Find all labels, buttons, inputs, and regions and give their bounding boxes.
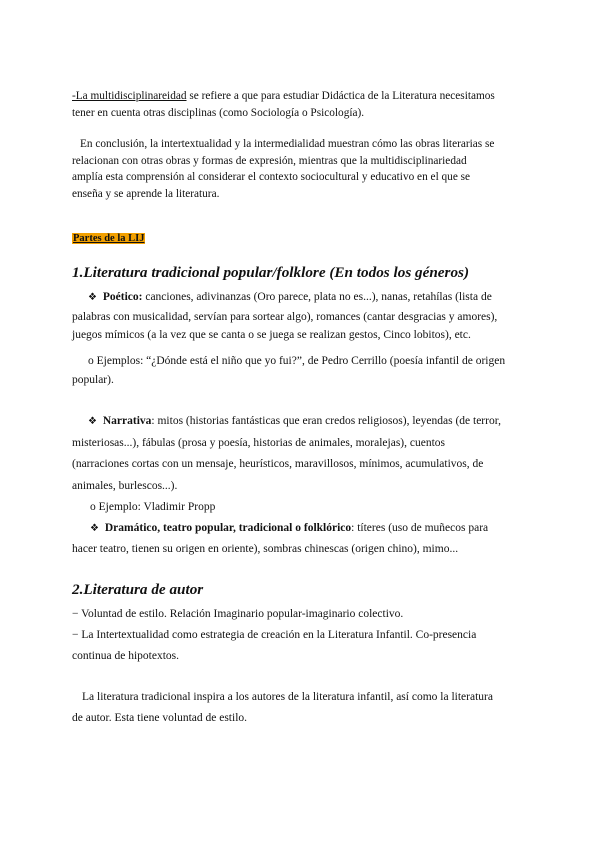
- diamond-bullet-icon: ❖: [88, 292, 97, 303]
- section1-heading: 1.Literatura tradicional popular/folklore (En todos los géneros): [72, 264, 470, 281]
- section2-items: − Voluntad de estilo. Relación Imaginario popular-imaginario colectivo. − La Intertextualidad como estrategia de creación en la Literatura Infantil. Co-presencia continua de hipotextos.: [72, 608, 477, 662]
- poetic-item: ❖ Poético: canciones, adivinanzas (Oro parece, plata no es...), nanas, retahílas (lista de palabras con musicalidad, servían para sortear algo), romances (cantar desgracias y amores), juegos mímicos (a la vez que se canta o se juega se realizan gestos, Cinco lobitos), etc.: [72, 291, 498, 341]
- poetic-example: o Ejemplos: “¿Dónde está el niño que yo fui?”, de Pedro Cerrillo (poesía infantil de origen popular).: [72, 355, 506, 386]
- closing-paragraph: La literatura tradicional inspira a los autores de la literatura infantil, así como la literatura de autor. Esta tiene voluntad de estilo.: [72, 691, 493, 724]
- diamond-bullet-icon: ❖: [90, 523, 99, 534]
- diamond-bullet-icon: ❖: [88, 416, 97, 427]
- narrative-item: ❖ Narrativa: mitos (historias fantásticas que eran credos religiosos), leyendas (de terror, misteriosas...), fábulas (prosa y poesía, historias de animales, moralejas), cuentos (narraciones cortas con un mensaje, heurísticos, maravillosos, mínimos, acumulativos, de animales, burlescos...).: [72, 411, 528, 497]
- narrative-example: o Ejemplo: Vladimir Propp: [90, 501, 216, 513]
- parts-label: Partes de la LIJ: [73, 233, 145, 244]
- section2-heading: 2.Literatura de autor: [72, 581, 204, 598]
- conclusion-paragraph: En conclusión, la intertextualidad y la intermedialidad muestran cómo las obras literarias se relacionan con otras obras y formas de expresión, mientras que la multidisciplinariedad amplía esta comprensión al considerar el contexto sociocultural y educativo en el que se enseña y se aprende la literatura.: [72, 138, 495, 200]
- multidisciplinarity-paragraph: -La multidisciplinareidad se refiere a que para estudiar Didáctica de la Literatura necesitamos tener en cuenta otras disciplinas (como Sociología o Psicología).: [72, 90, 495, 119]
- multidisciplinarity-term: -La multidisciplinareidad: [72, 90, 187, 102]
- dramatic-item: ❖ Dramático, teatro popular, tradicional o folklórico: títeres (uso de muñecos para hacer teatro, tienen su origen en oriente), sombras chinescas (origen chino), mimo...: [72, 518, 528, 560]
